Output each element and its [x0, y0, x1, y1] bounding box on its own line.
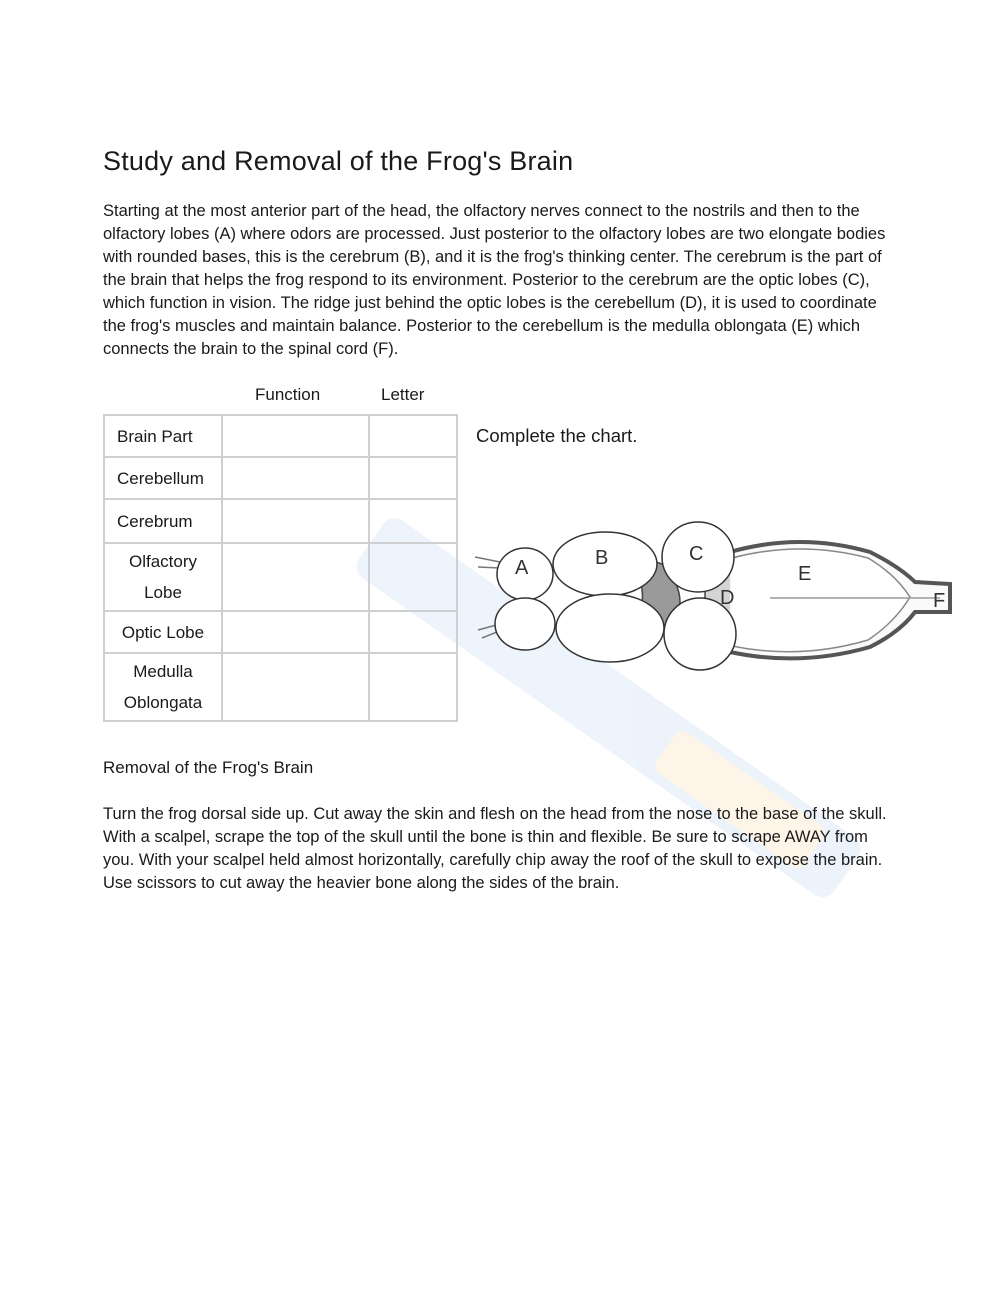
- table-row: [104, 457, 457, 499]
- removal-heading: Removal of the Frog's Brain: [103, 758, 314, 777]
- function-column-header: Function: [255, 385, 321, 404]
- label-d: D: [720, 587, 735, 609]
- letter-cell[interactable]: [369, 499, 457, 543]
- function-cell[interactable]: [222, 457, 369, 499]
- part-line: Olfactory: [128, 552, 198, 571]
- part-cell: [104, 543, 222, 611]
- part-cell: Cerebrum: [104, 499, 222, 543]
- cerebrum-lower: [556, 594, 664, 662]
- label-e: E: [798, 563, 812, 585]
- label-f: F: [933, 590, 946, 612]
- table-row: [104, 653, 457, 721]
- letter-cell[interactable]: [369, 457, 457, 499]
- function-cell[interactable]: [222, 653, 369, 721]
- label-b: B: [595, 547, 609, 569]
- instruction-text: Complete the chart.: [476, 425, 638, 446]
- function-cell[interactable]: [222, 543, 369, 611]
- letter-column-header: Letter: [381, 385, 425, 404]
- table-row: [104, 499, 457, 543]
- frog-brain-diagram: [470, 512, 960, 682]
- function-cell[interactable]: [222, 611, 369, 653]
- letter-cell[interactable]: [369, 611, 457, 653]
- table-row: [104, 611, 457, 653]
- page-title: Study and Removal of the Frog's Brain: [103, 146, 574, 176]
- removal-paragraph: Turn the frog dorsal side up. Cut away the skin and flesh on the head from the nose to the base of the skull. With a scalpel, scrape the top of the skull until the bone is thin and flexible. Be sure to scrape AWAY from you. With your scalpel held almost horizontally, carefully chip away the roof of the skull to expose the brain. Use scissors to cut away the heavier bone along the sides of the brain.: [103, 805, 887, 892]
- part-cell: Optic Lobe: [104, 611, 222, 653]
- olfactory-lobe-lower: [495, 598, 555, 650]
- part-line: Lobe: [144, 583, 182, 602]
- part-cell: Brain Part: [104, 415, 222, 457]
- intro-paragraph: Starting at the most anterior part of the head, the olfactory nerves connect to the nostrils and then to the olfactory lobes (A) where odors are processed. Just posterior to the olfactory lobes are two elongate bodies with rounded bases, this is the cerebrum (B), and it is the frog's thinking center. The cerebrum is the part of the brain that helps the frog respond to its environment. Posterior to the cerebrum are the optic lobes (C), which function in vision. The ridge just behind the optic lobes is the cerebellum (D), it is used to coordinate the frog's muscles and maintain balance. Posterior to the cerebellum is the medulla oblongata (E) which connects the brain to the spinal cord (F).: [103, 202, 886, 358]
- label-a: A: [515, 557, 529, 579]
- part-line: Medulla: [133, 662, 193, 681]
- letter-cell[interactable]: [369, 543, 457, 611]
- part-cell: [104, 653, 222, 721]
- part-line: Oblongata: [123, 693, 203, 712]
- part-cell: Cerebellum: [104, 457, 222, 499]
- letter-cell[interactable]: [369, 653, 457, 721]
- table-row: [104, 415, 457, 457]
- table-row: [104, 543, 457, 611]
- function-cell[interactable]: [222, 499, 369, 543]
- label-c: C: [689, 543, 704, 565]
- function-cell[interactable]: [222, 415, 369, 457]
- brain-parts-chart: [103, 414, 458, 722]
- letter-cell[interactable]: [369, 415, 457, 457]
